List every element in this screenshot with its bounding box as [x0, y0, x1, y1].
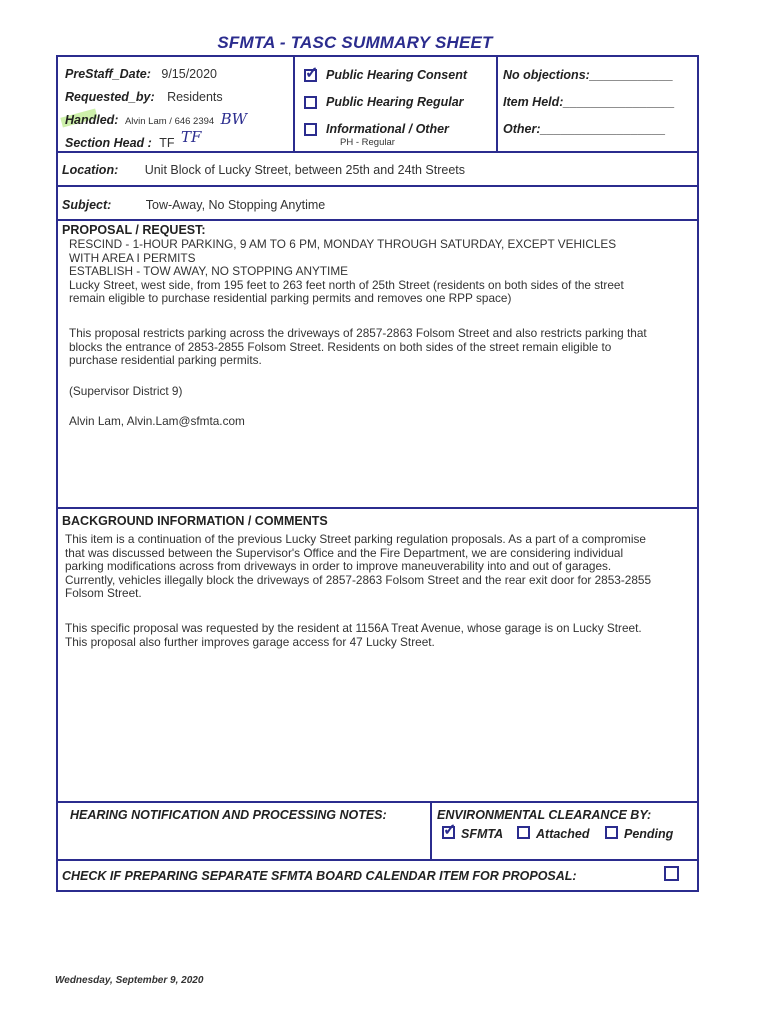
handled-value: Alvin Lam / 646 2394	[124, 116, 215, 127]
public-hearing-regular-checkbox[interactable]	[304, 96, 317, 109]
background-header: BACKGROUND INFORMATION / COMMENTS	[62, 514, 328, 528]
background-line: This item is a continuation of the previous Lucky Street parking regulation proposals. As a part of a compromise	[65, 532, 646, 546]
subject-label: Subject:	[62, 198, 112, 212]
proposal-line: Lucky Street, west side, from 195 feet to 263 feet north of 25th Street (residents on both sides of the street	[69, 277, 624, 292]
requested-label: Requested_by:	[65, 90, 155, 104]
page-title: SFMTA - TASC SUMMARY SHEET	[217, 33, 493, 52]
proposal-line: WITH AREA I PERMITS	[69, 250, 196, 265]
prestaff-label: PreStaff_Date:	[65, 67, 151, 81]
location-value: Unit Block of Lucky Street, between 25th and 24th Streets	[144, 163, 466, 177]
subject-value: Tow-Away, No Stopping Anytime	[145, 198, 326, 212]
background-line: Folsom Street.	[65, 586, 142, 601]
subject-row	[62, 196, 325, 214]
proposal-header: PROPOSAL / REQUEST:	[62, 223, 206, 237]
background-paragraph-1	[65, 533, 651, 601]
background-line: This specific proposal was requested by the resident at 1156A Treat Avenue, whose garage is on Lucky Street.	[65, 621, 642, 635]
env-sfmta-label: SFMTA	[461, 827, 504, 841]
proposal-line: This proposal restricts parking across the driveways of 2857-2863 Folsom Street and also restricts parking that	[69, 326, 647, 340]
informational-other-label: Informational / Other	[326, 122, 449, 136]
no-objections-field[interactable]: No objections:____________	[503, 68, 674, 82]
board-calendar-checkbox[interactable]	[664, 866, 679, 881]
item-held-field[interactable]: Item Held:________________	[503, 95, 675, 109]
background-line: parking modifications across from driveways in order to improve maneuverability into and out of garages.	[65, 559, 612, 574]
section-head-value: TF	[159, 136, 175, 150]
check-mark-icon: ✓	[305, 65, 319, 82]
public-hearing-regular-label: Public Hearing Regular	[326, 95, 464, 109]
prestaff-value: 9/15/2020	[161, 67, 217, 81]
proposal-line: remain eligible to purchase residential parking permits and removes one RPP space)	[69, 291, 512, 306]
requested-row	[65, 88, 223, 106]
public-hearing-consent-label: Public Hearing Consent	[326, 68, 467, 82]
background-line: Currently, vehicles illegally block the driveways of 2857-2863 Folsom Street and the rear exit door for 2853-2855	[65, 572, 652, 587]
other-field[interactable]: Other:__________________	[503, 122, 666, 136]
section-head-initials: TF	[181, 128, 202, 146]
proposal-text	[69, 238, 624, 306]
header-divider-2	[496, 55, 498, 153]
env-sfmta-checkbox[interactable]	[442, 822, 457, 839]
background-paragraph-2	[65, 622, 642, 649]
env-pending-checkbox[interactable]	[605, 826, 618, 839]
env-attached-checkbox[interactable]	[517, 826, 530, 839]
proposal-line: blocks the entrance of 2853-2855 Folsom Street. Residents on both sides of the street remain eligible to	[69, 339, 612, 354]
proposal-line: ESTABLISH - TOW AWAY, NO STOPPING ANYTIME	[69, 264, 349, 279]
env-attached-label: Attached	[536, 827, 590, 841]
contact-email: Alvin Lam, Alvin.Lam@sfmta.com	[69, 414, 245, 428]
background-line: This proposal also further improves garage access for 47 Lucky Street.	[65, 634, 435, 649]
notes-divider	[430, 801, 432, 861]
footer-date: Wednesday, September 9, 2020	[55, 975, 204, 986]
proposal-paragraph-2	[69, 327, 647, 368]
requested-value: Residents	[167, 90, 223, 104]
informational-sub-label: PH - Regular	[340, 137, 395, 148]
supervisor-district: (Supervisor District 9)	[69, 384, 183, 398]
section-head-row	[65, 128, 202, 152]
public-hearing-consent-checkbox[interactable]	[304, 65, 319, 82]
prestaff-row	[65, 65, 217, 83]
informational-other-checkbox[interactable]	[304, 123, 317, 136]
location-label: Location:	[62, 163, 119, 177]
header-divider-1	[293, 55, 295, 153]
check-mark-icon: ✓	[443, 822, 457, 839]
location-row	[62, 161, 465, 179]
hearing-notes-label: HEARING NOTIFICATION AND PROCESSING NOTES:	[70, 808, 387, 822]
environmental-clearance-label: ENVIRONMENTAL CLEARANCE BY:	[437, 808, 652, 822]
proposal-line: purchase residential parking permits.	[69, 353, 262, 368]
env-pending-label: Pending	[624, 827, 674, 841]
handled-row	[65, 110, 247, 129]
board-calendar-label: CHECK IF PREPARING SEPARATE SFMTA BOARD CALENDAR ITEM FOR PROPOSAL:	[62, 869, 577, 883]
handled-initials: BW	[220, 110, 248, 128]
proposal-line: RESCIND - 1-HOUR PARKING, 9 AM TO 6 PM, MONDAY THROUGH SATURDAY, EXCEPT VEHICLES	[69, 237, 617, 251]
background-line: that was discussed between the Supervisor's Office and the Fire Department, we are considering individual	[65, 545, 624, 560]
handled-label: Handled:	[65, 113, 119, 127]
section-head-label: Section Head :	[65, 136, 152, 150]
